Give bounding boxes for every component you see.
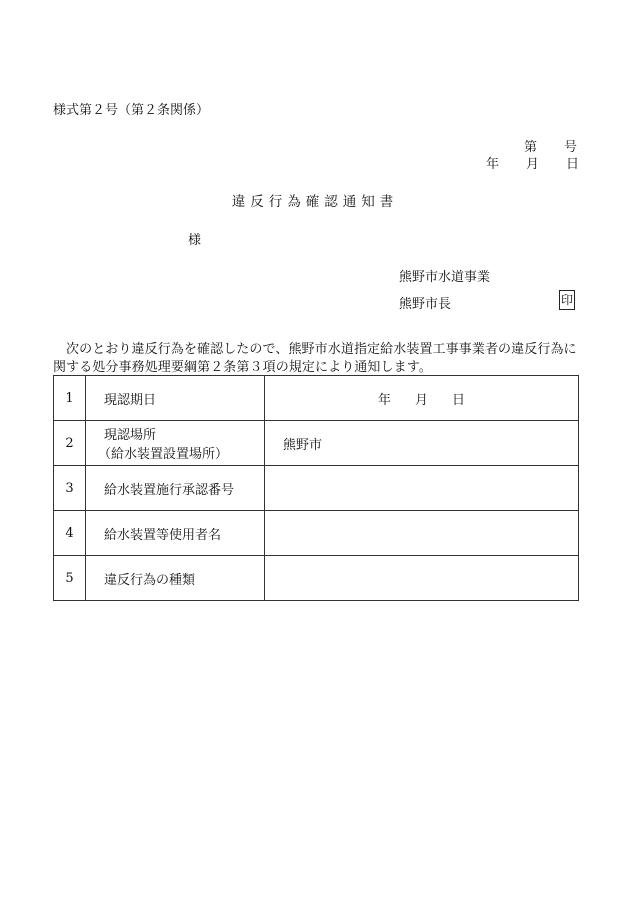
notice-body (53, 341, 581, 377)
table-row (54, 421, 579, 466)
row-number: 5 (54, 556, 86, 601)
row-number: 4 (54, 511, 86, 556)
document-number-prefix: 第 (524, 140, 538, 155)
row-number: 1 (54, 376, 86, 421)
issuer-organization: 熊野市水道事業 (399, 270, 491, 285)
form-number: 様式第２号（第２条関係） (53, 103, 210, 118)
date-year-label: 年 (486, 157, 500, 172)
row-value (265, 511, 579, 556)
row-number: 3 (54, 466, 86, 511)
notice-body-text: 次のとおり違反行為を確認したので、熊野市水道指定給水装置工事事業者の違反行為に関する処分事務処理要綱第２条第３項の規定により通知します。 (53, 342, 577, 375)
row-label-main: 現認場所 (104, 428, 157, 443)
row-label: 給水装置等使用者名 (86, 511, 265, 556)
table-row (54, 376, 579, 421)
document-title: 違反行為確認通知書 (231, 194, 399, 210)
row-value (265, 466, 579, 511)
date-month-label: 月 (526, 157, 540, 172)
row-label: 現認期日 (86, 376, 265, 421)
row-label: 違反行為の種類 (86, 556, 265, 601)
row-number: 2 (54, 421, 86, 466)
row-value (265, 556, 579, 601)
row-label-sub: （給水装置設置場所） (98, 447, 229, 462)
date-day-label: 日 (452, 392, 466, 408)
seal-stamp: 印 (559, 290, 575, 310)
table-row (54, 466, 579, 511)
row-value: 熊野市 (265, 421, 579, 466)
document-number-suffix: 号 (564, 140, 578, 155)
confirmation-date-cell (265, 376, 579, 421)
date-month-label: 月 (414, 392, 428, 408)
table-row (54, 556, 579, 601)
row-label: 給水装置施行承認番号 (86, 466, 265, 511)
row-label (86, 421, 265, 466)
violation-details-table (53, 375, 579, 601)
addressee-honorific: 様 (188, 233, 202, 248)
date-year-label: 年 (377, 392, 391, 408)
date-day-label: 日 (566, 157, 580, 172)
issuer-head: 熊野市長 (399, 297, 452, 312)
table-row (54, 511, 579, 556)
